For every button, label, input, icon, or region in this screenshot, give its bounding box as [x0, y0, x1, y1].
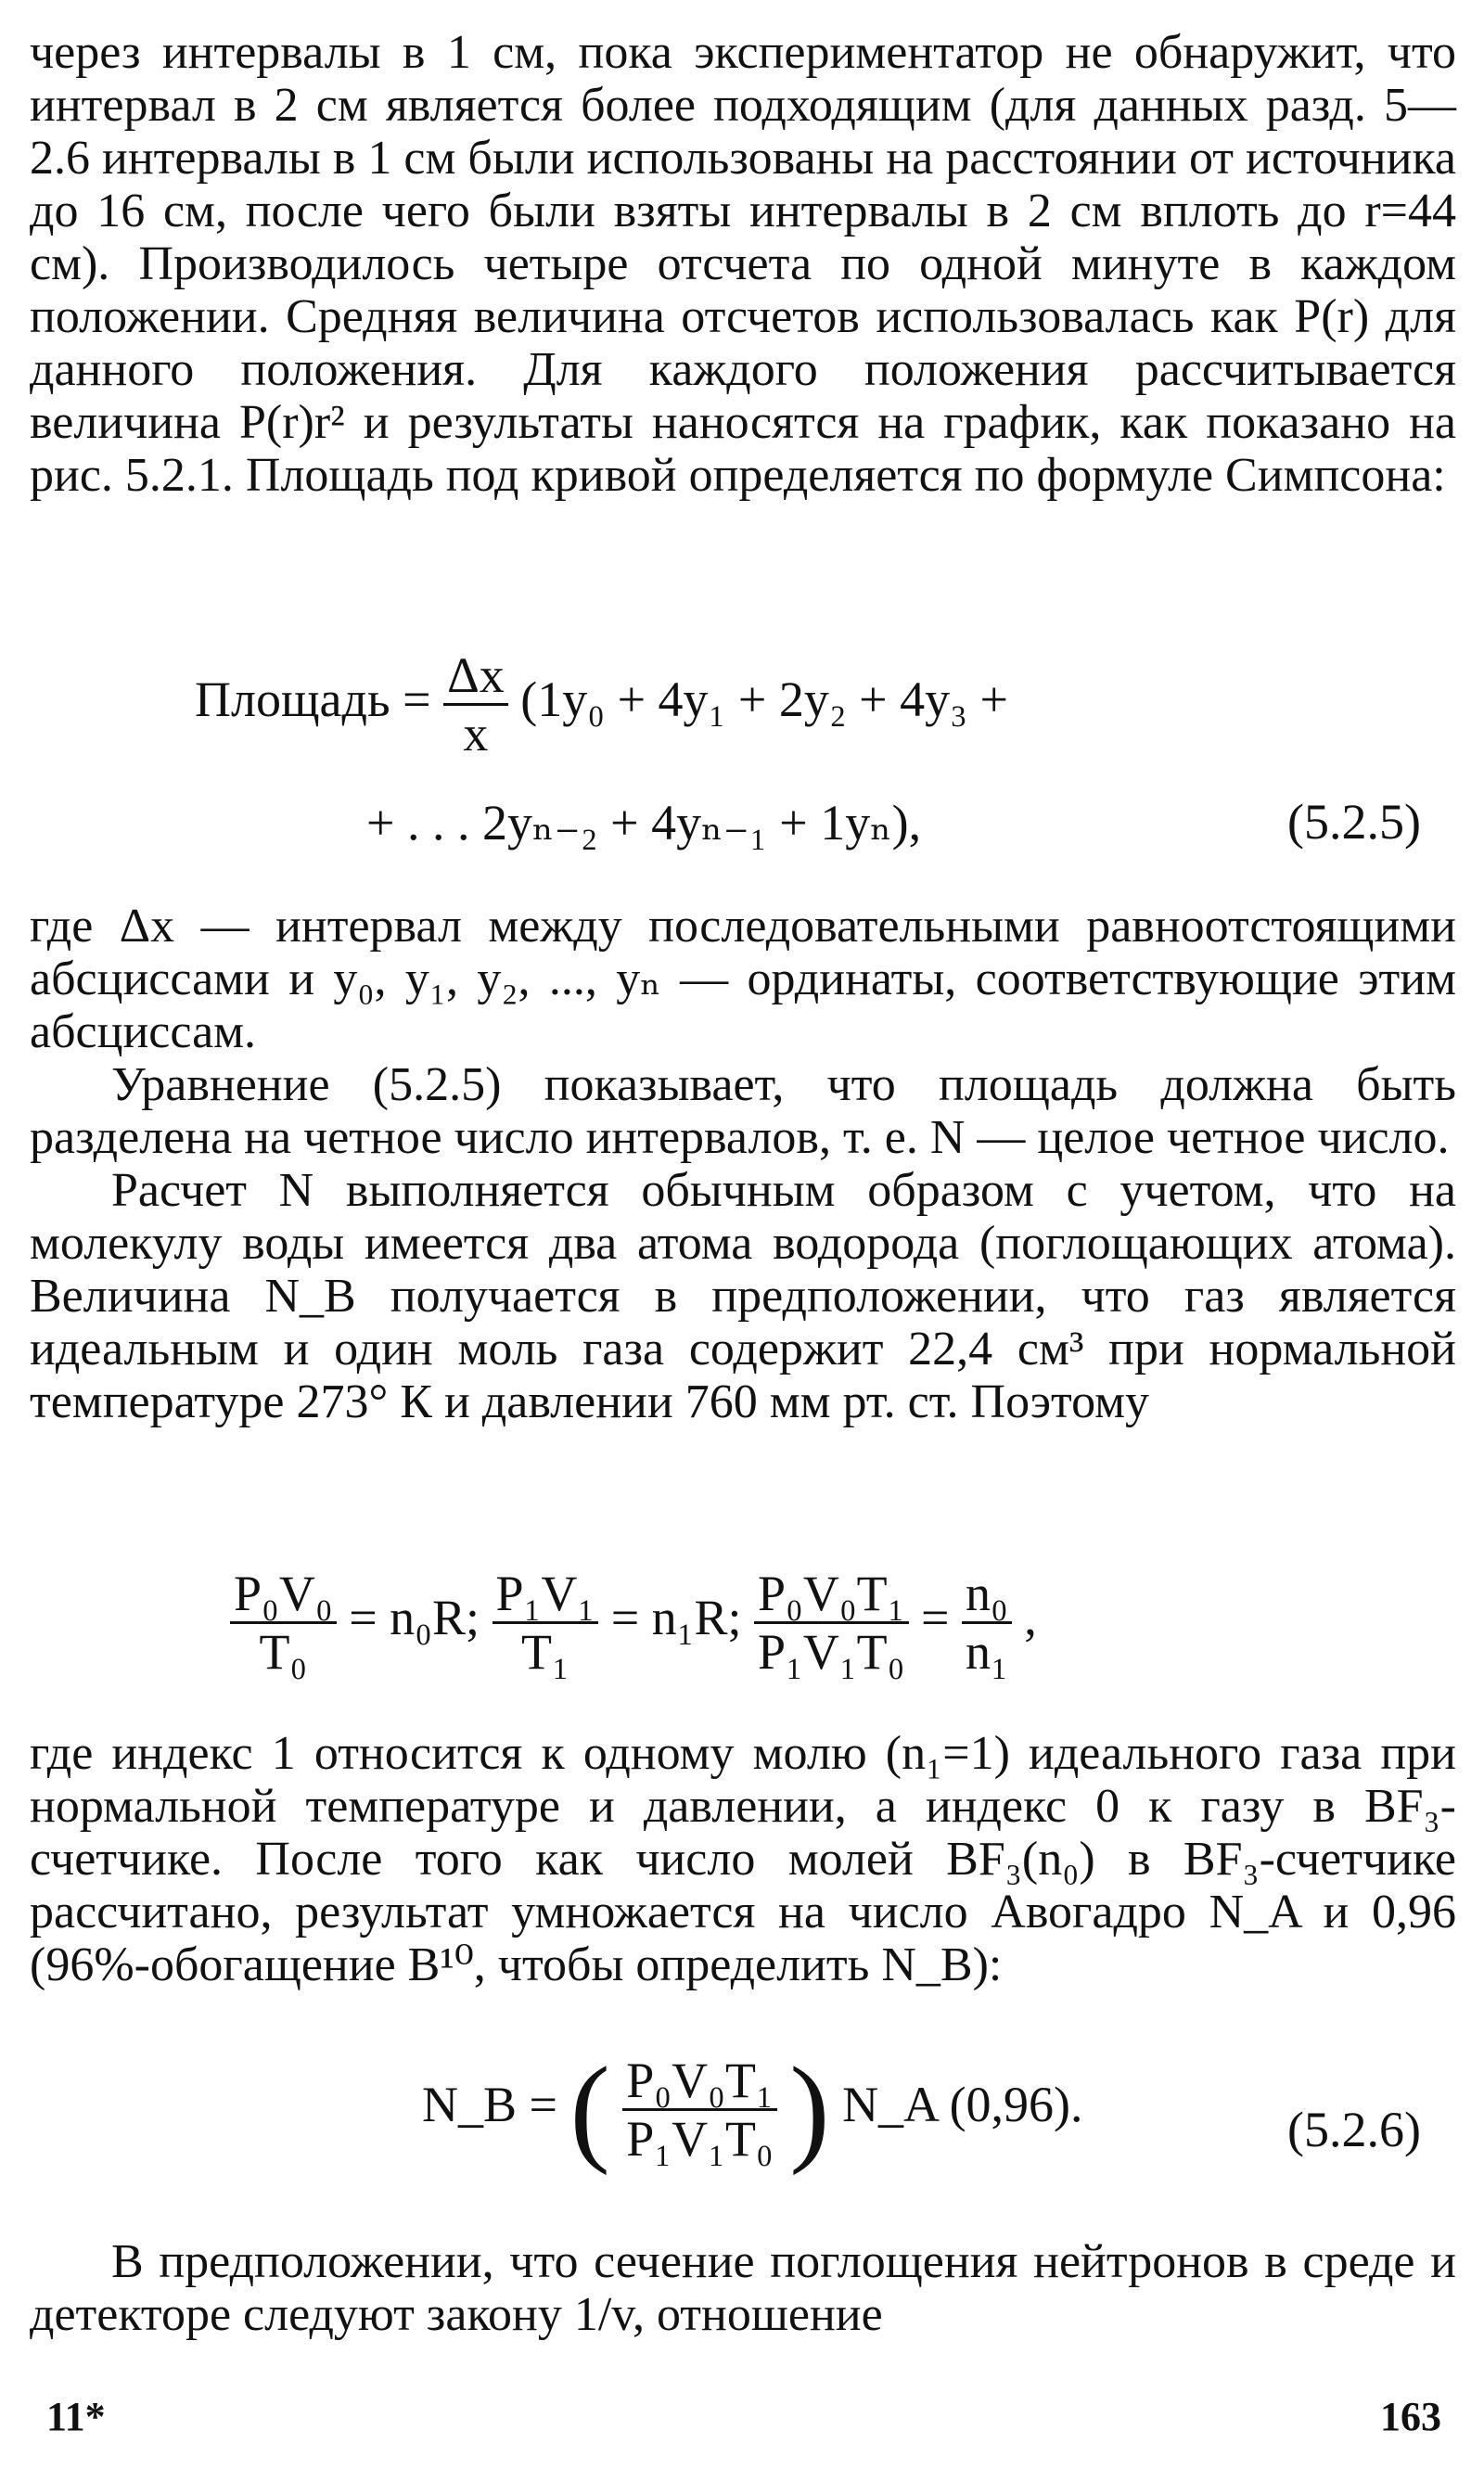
- gas-fraction-3: [754, 1567, 909, 1678]
- paragraph-6: В предположении, что сечение поглощения нейтронов в среде и детекторе следуют закону 1/v, отношение: [30, 2235, 1456, 2341]
- gas-term-2: = n₁R;: [610, 1589, 742, 1645]
- gas-fraction-4: [962, 1567, 1012, 1678]
- eq526-frac-num: P₀V₀T₁: [622, 2054, 777, 2111]
- gas-fraction-1: [230, 1567, 337, 1678]
- eq526-lhs: N_B =: [422, 2076, 557, 2132]
- gas-term-4: ,: [1024, 1589, 1037, 1645]
- eq525-fraction: [443, 649, 508, 760]
- eq526-paren-close: ): [789, 2042, 830, 2177]
- equation-gas-law: [230, 1567, 1037, 1678]
- gas-f4-den: n₁: [965, 1624, 1008, 1680]
- gas-f2-num: P₁V₁: [493, 1567, 599, 1624]
- gas-f4-num: n₀: [962, 1567, 1012, 1624]
- equation-5-2-5-line-1: [195, 649, 1008, 760]
- eq526-fraction: [622, 2054, 777, 2165]
- paragraph-2: где Δx — интервал между последовательными равноотстоящими абсциссами и y₀, y₁, y₂, ..., yₙ — ординаты, соответствующие этим абсциссам.: [30, 900, 1456, 1058]
- body-text-lower: [30, 1727, 1456, 1991]
- gas-fraction-2: [493, 1567, 599, 1678]
- paragraph-5: где индекс 1 относится к одному молю (n₁=1) идеального газа при нормальной температуре и давлении, а индекс 0 к газу в BF₃-счетчике. После того как число молей BF₃(n₀) в BF₃-счетчике рассчитано, результат умножается на число Авогадро N_A и 0,96 (96%-обогащение B¹⁰, чтобы определить N_B):: [30, 1727, 1456, 1991]
- eq525-lhs: Площадь =: [195, 671, 431, 727]
- gas-f3-num: P₀V₀T₁: [754, 1567, 909, 1624]
- gas-f3-den: P₁V₁T₀: [758, 1624, 905, 1680]
- eq526-paren-open: (: [569, 2042, 610, 2177]
- gas-f1-num: P₀V₀: [230, 1567, 337, 1624]
- gas-term-1: = n₀R;: [349, 1589, 480, 1645]
- eq526-rhs: N_A (0,96).: [842, 2076, 1083, 2132]
- gas-f1-den: T₀: [259, 1624, 308, 1680]
- page-number: 163: [1380, 2394, 1441, 2439]
- paragraph-1: через интервалы в 1 см, пока экспериментатор не обнаружит, что интервал в 2 см является более подходящим (для данных разд. 5—2.6 интервалы в 1 см были использованы на расстоянии от источника до 16 см, после чего были взяты интервалы в 2 см вплоть до r=44 см). Производилось четыре отсчета по одной минуте в каждом положении. Средняя величина отсчетов использовалась как P(r) для данного положения. Для каждого положения рассчитывается величина P(r)r² и результаты наносятся на график, как показано на рис. 5.2.1. Площадь под кривой определяется по формуле Симпсона:: [30, 26, 1456, 502]
- equation-5-2-5-line-2: + . . . 2yₙ₋₂ + 4yₙ₋₁ + 1yₙ),: [366, 795, 922, 851]
- paragraph-3: Уравнение (5.2.5) показывает, что площадь должна быть разделена на четное число интервалов, т. е. N — целое четное число.: [30, 1058, 1456, 1164]
- signature-mark: 11*: [46, 2394, 106, 2439]
- equation-number-5-2-5: (5.2.5): [1287, 794, 1421, 850]
- equation-5-2-6: [422, 2042, 1083, 2177]
- eq525-frac-num: Δx: [443, 649, 508, 706]
- eq525-line1-rest: (1y₀ + 4y₁ + 2y₂ + 4y₃ +: [520, 671, 1008, 727]
- equation-number-5-2-6: (5.2.6): [1287, 2102, 1421, 2157]
- body-text-bottom: [30, 2235, 1456, 2341]
- eq525-frac-den: x: [463, 706, 489, 761]
- body-text-middle: [30, 900, 1456, 1428]
- gas-term-3: =: [921, 1589, 950, 1645]
- paragraph-4: Расчет N выполняется обычным образом с учетом, что на молекулу воды имеется два атома водорода (поглощающих атома). Величина N_B получается в предположении, что газ является идеальным и один моль газа содержит 22,4 см³ при нормальной температуре 273° К и давлении 760 мм рт. ст. Поэтому: [30, 1164, 1456, 1428]
- eq526-frac-den: P₁V₁T₀: [626, 2111, 774, 2167]
- gas-f2-den: T₁: [520, 1624, 569, 1680]
- body-text-top: [30, 26, 1456, 502]
